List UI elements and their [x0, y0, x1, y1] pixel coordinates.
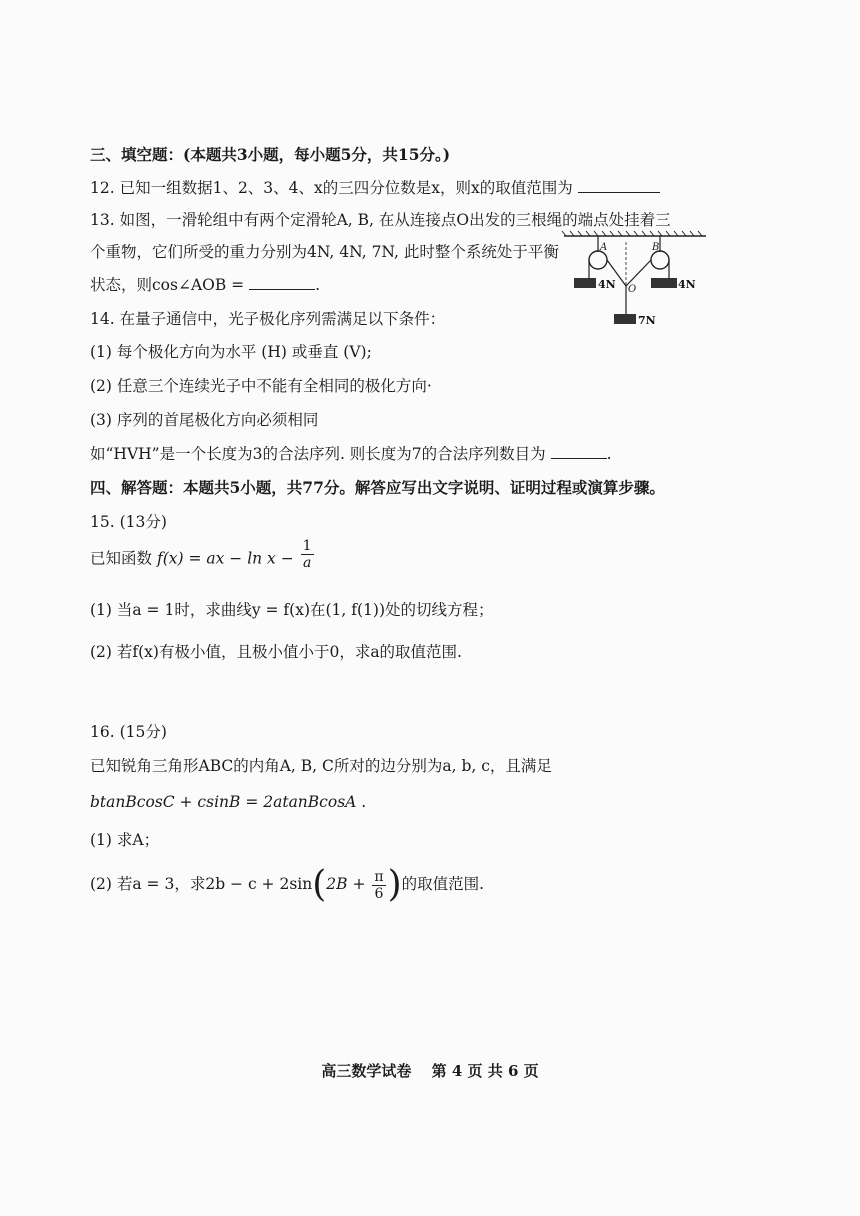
page-footer: 高三数学试卷 第 4 页 共 6 页 [321, 1062, 539, 1080]
q15-part-1: (1) 当a = 1时，求曲线y = f(x)在(1, f(1))处的切线方程； [90, 601, 494, 619]
pulley-diagram [560, 228, 710, 328]
q16-fraction [372, 869, 385, 902]
q15-given-prefix: 已知函数 [90, 549, 153, 568]
diagram-label-b: B [652, 242, 660, 253]
weight-bottom [614, 314, 636, 324]
pulley-a [589, 251, 607, 269]
q14-condition-2: (2) 任意三个连续光子中不能有全相同的极化方向· [90, 377, 432, 395]
question-12 [90, 178, 660, 198]
pulley-b [651, 251, 669, 269]
q13-answer-blank[interactable] [249, 275, 315, 290]
question-13-line2: 个重物，它们所受的重力分别为4N, 4N, 7N, 此时整个系统处于平衡 [90, 243, 559, 261]
q16-part-2: (2) 若a = 3，求2b − c + 2sin(2B + $\frac{\pi}{6}$ )的取值范围. [90, 864, 485, 905]
q16-equation: btanBcosC + csinB = 2atanBcosA . [90, 793, 367, 811]
weight-left [574, 278, 596, 288]
q13-text: 状态，则cos∠AOB = [90, 276, 245, 294]
q15-function: f(x) = ax − ln x − [156, 549, 294, 568]
q14-condition-3: (3) 序列的首尾极化方向必须相同 [90, 411, 319, 429]
q16-given: 已知锐角三角形ABC的内角A, B, C所对的边分别为a, b, c，且满足 [90, 757, 552, 775]
section4-title: 四、解答题：本题共5小题，共77分。解答应写出文字说明、证明过程或演算步骤。 [90, 478, 665, 497]
q16-header: 16. (15分) [90, 723, 167, 741]
weight-right-label: 4N [678, 278, 696, 291]
q14-example: 如“HVH”是一个长度为3的合法序列. 则长度为7的合法序列数目为 . [90, 445, 612, 463]
q16-frac-den: 6 [374, 885, 384, 902]
q16-p2-prefix: (2) 若a = 3，求2b − c + 2sin [90, 875, 313, 893]
q16-p2-inner: 2B + [326, 875, 366, 893]
question-13-line1: 13. 如图，一滑轮组中有两个定滑轮A, B, 在从连接点O出发的三根绳的端点处挂着三 [90, 211, 671, 229]
weight-right [651, 278, 677, 288]
q15-header: 15. (13分) [90, 513, 167, 531]
question-14-intro: 14. 在量子通信中，光子极化序列需满足以下条件： [90, 310, 446, 328]
question-13-line3: 状态，则cos∠AOB = . [90, 276, 321, 294]
q15-fraction [301, 538, 314, 571]
q14-answer-blank[interactable] [551, 444, 607, 459]
q14-condition-1: (1) 每个极化方向为水平 (H) 或垂直 (V); [90, 343, 372, 361]
q12-answer-blank[interactable] [578, 178, 660, 193]
point-o-label: O [628, 284, 637, 295]
q16-part-1: (1) 求A； [90, 831, 160, 849]
q15-frac-num: 1 [302, 538, 312, 554]
q12-text: 12. 已知一组数据1、2、3、4、x的三四分位数是x，则x的取值范围为 [90, 179, 573, 197]
weight-left-label: 4N [598, 278, 616, 291]
q16-frac-num: π [374, 868, 384, 885]
q15-frac-den: a [302, 555, 312, 571]
q16-p2-suffix: 的取值范围. [401, 875, 485, 893]
q15-part-2: (2) 若f(x)有极小值，且极小值小于0，求a的取值范围. [90, 643, 462, 661]
q15-given [90, 538, 316, 571]
section3-title: 三、填空题：(本题共3小题，每小题5分，共15分。) [90, 145, 451, 164]
q14-example-text: 如“HVH”是一个长度为3的合法序列. 则长度为7的合法序列数目为 [90, 445, 546, 463]
weight-bottom-label: 7N [638, 314, 656, 327]
diagram-label-a: A [600, 242, 608, 253]
